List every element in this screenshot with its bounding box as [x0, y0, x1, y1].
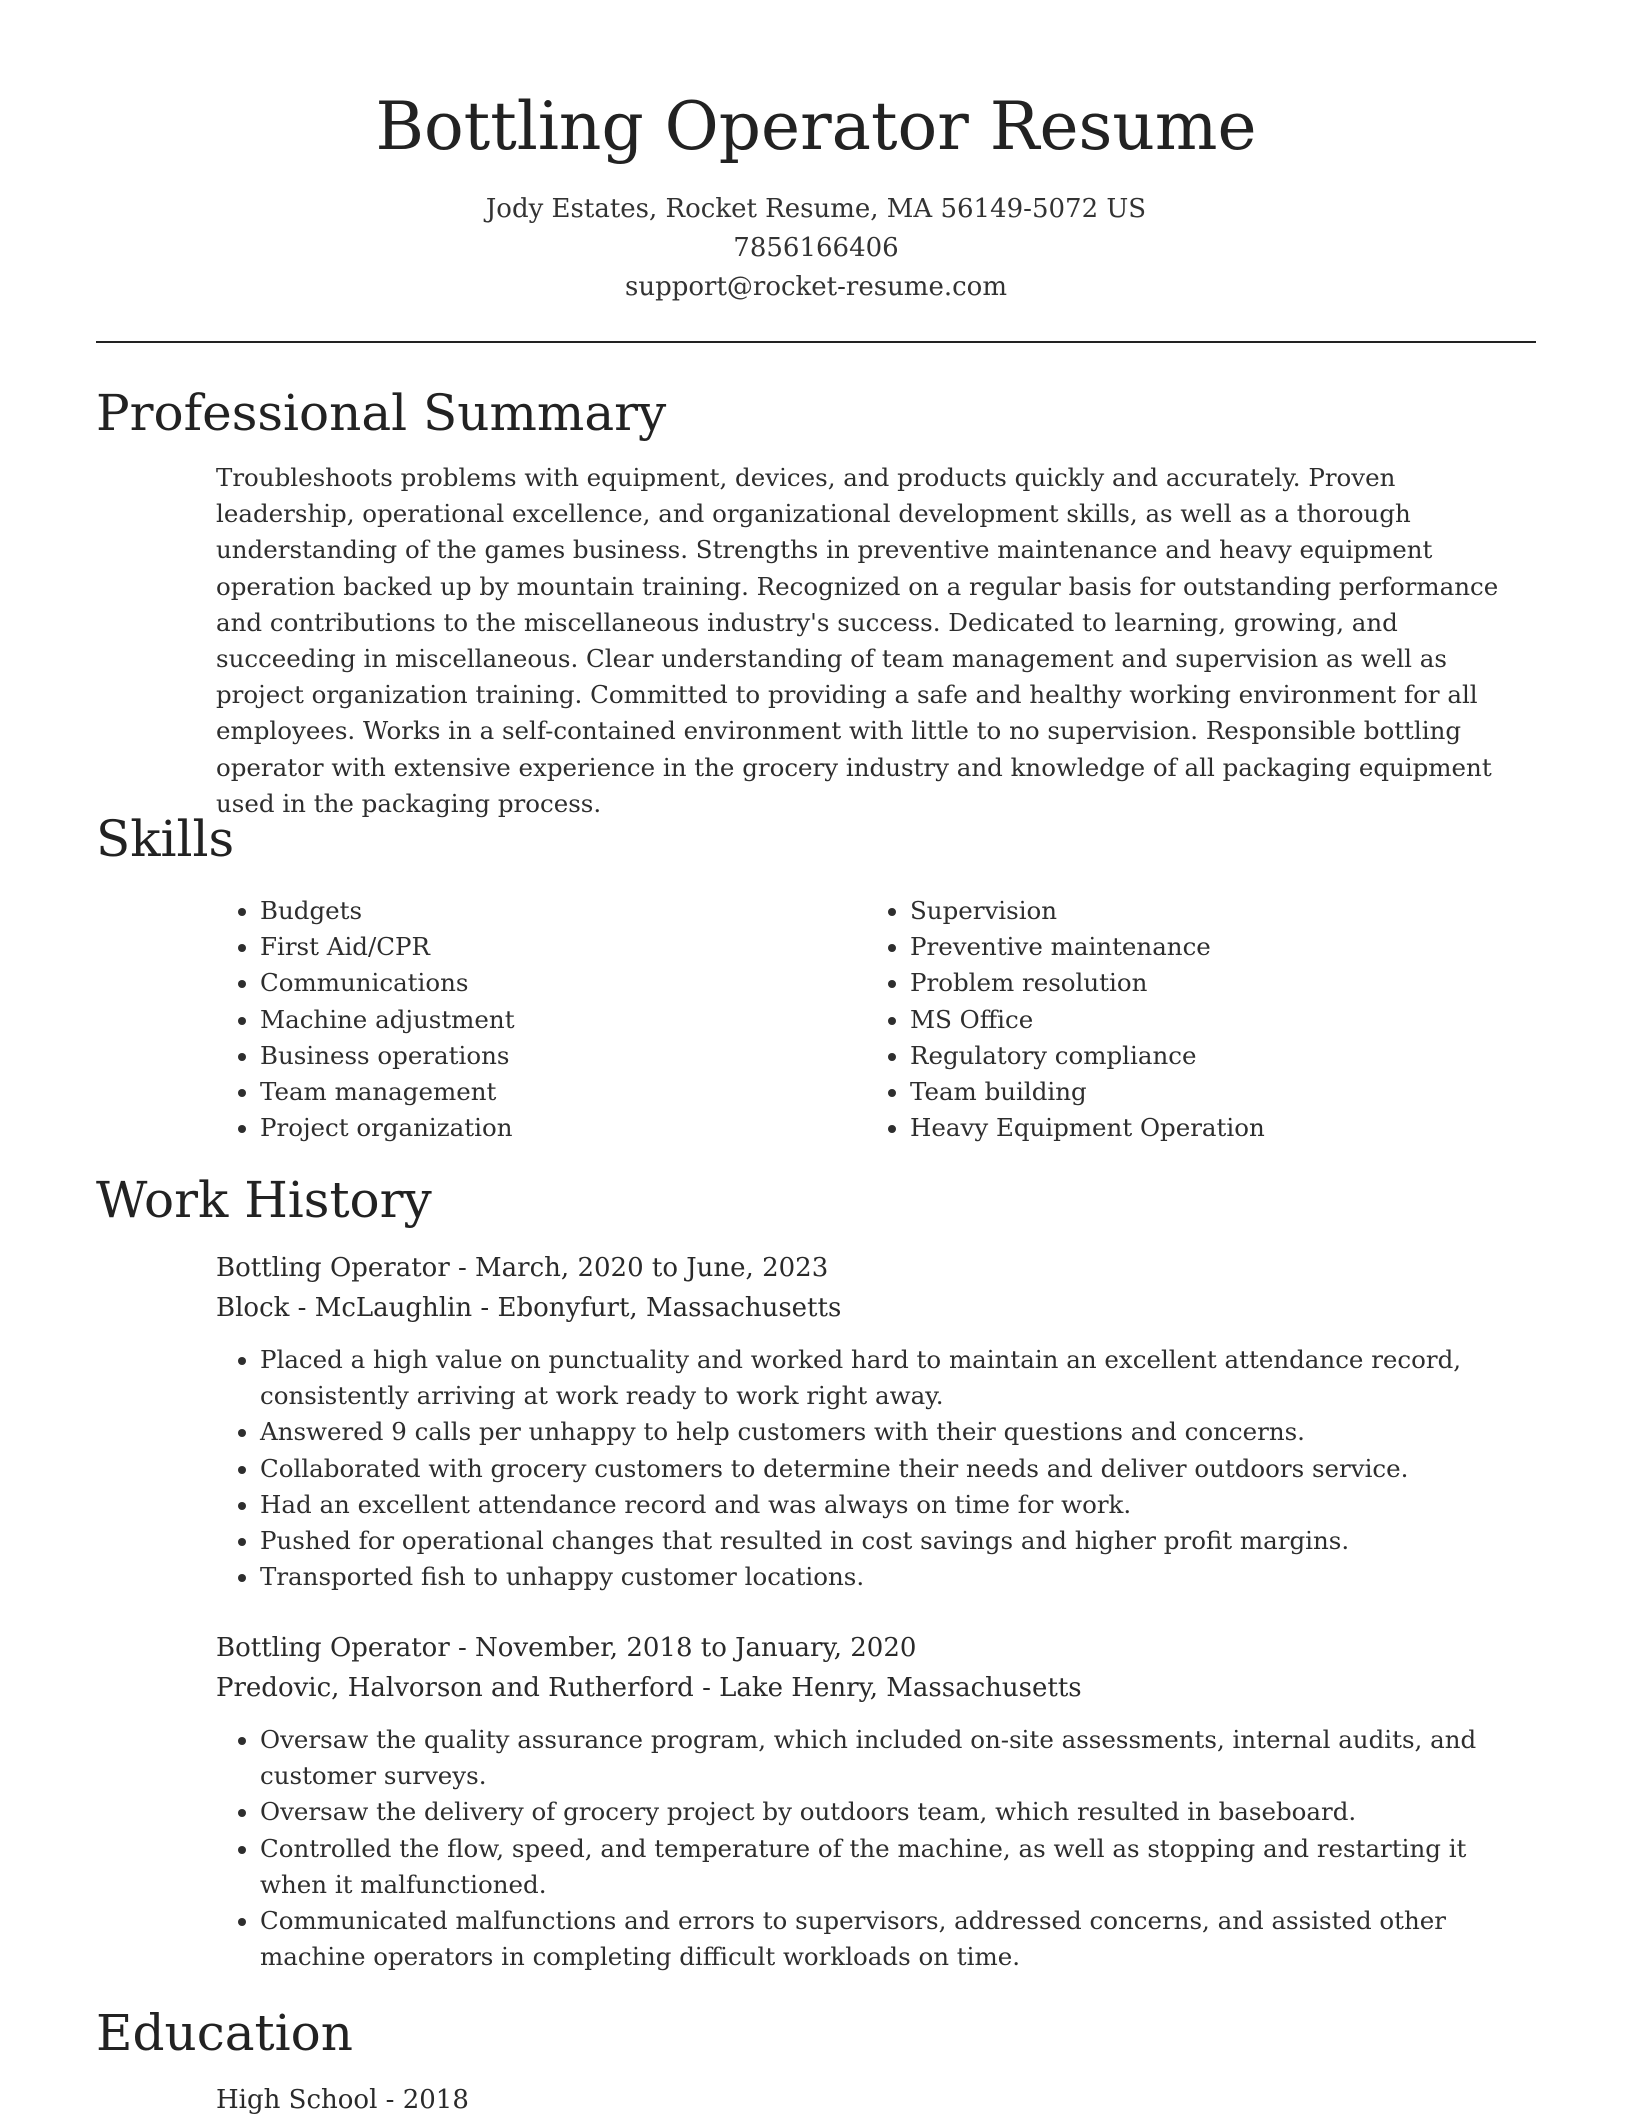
skill-item: • Project organization [260, 1110, 816, 1146]
skill-item: • Preventive maintenance [910, 929, 1466, 965]
contact-address: Jody Estates, Rocket Resume, MA 56149-5072 US [485, 194, 1147, 224]
job-bullet-list [216, 1342, 1506, 1595]
skill-item: • Team building [910, 1074, 1466, 1110]
skill-item: • MS Office [910, 1002, 1466, 1038]
skill-item: • Supervision [910, 893, 1466, 929]
skills-list-left [216, 893, 816, 1146]
job-bullet: • Placed a high value on punctuality and worked hard to maintain an excellent attendance record, consistently arriving at work ready to work right away. [260, 1342, 1506, 1414]
work-history-heading: Work History [96, 1171, 432, 1229]
job-bullet: • Communicated malfunctions and errors to supervisors, addressed concerns, and assisted other machine operators in completing difficult workloads on time. [260, 1903, 1506, 1975]
job-bullet: • Answered 9 calls per unhappy to help customers with their questions and concerns. [260, 1414, 1506, 1450]
job-company-location: Predovic, Halvorson and Rutherford - Lake Henry, Massachusetts [216, 1673, 1082, 1703]
job-bullets [216, 1722, 1506, 1975]
skill-item: • Machine adjustment [260, 1002, 816, 1038]
job-company-location: Block - McLaughlin - Ebonyfurt, Massachusetts [216, 1293, 842, 1323]
contact-info [96, 190, 1536, 307]
job-bullet: • Oversaw the delivery of grocery project by outdoors team, which resulted in baseboard. [260, 1794, 1506, 1830]
job-bullet: • Transported fish to unhappy customer locations. [260, 1559, 1506, 1595]
resume-title: Bottling Operator Resume [375, 88, 1257, 165]
header-divider [96, 341, 1536, 343]
job-title-dates: Bottling Operator - March, 2020 to June, 2023 [216, 1253, 829, 1283]
skills-heading: Skills [96, 810, 235, 868]
job-title-dates: Bottling Operator - November, 2018 to January, 2020 [216, 1633, 917, 1663]
job-bullet: • Had an excellent attendance record and was always on time for work. [260, 1487, 1506, 1523]
job-bullet: • Controlled the flow, speed, and temperature of the machine, as well as stopping and restarting it when it malfunctioned. [260, 1831, 1506, 1903]
skill-item: • Business operations [260, 1038, 816, 1074]
job-bullet-list [216, 1722, 1506, 1975]
skill-item: • Communications [260, 965, 816, 1001]
skill-item: • Heavy Equipment Operation [910, 1110, 1466, 1146]
skill-item: • Team management [260, 1074, 816, 1110]
summary-heading: Professional Summary [96, 384, 667, 442]
skill-item: • Regulatory compliance [910, 1038, 1466, 1074]
job-bullet: • Collaborated with grocery customers to determine their needs and deliver outdoors service. [260, 1451, 1506, 1487]
skill-item: • Budgets [260, 893, 816, 929]
contact-phone: 7856166406 [733, 233, 899, 263]
education-entry: High School - 2018 [216, 2085, 469, 2115]
summary-text: Troubleshoots problems with equipment, devices, and products quickly and accurately. Proven leadership, operational excellence, and organizational development skills, as well as a thorough understanding of the games business. Strengths in preventive maintenance and heavy equipment operation backed up by mountain training. Recognized on a regular basis for outstanding performance and contributions to the miscellaneous industry's success. Dedicated to learning, growing, and succeeding in miscellaneous. Clear understanding of team management and supervision as well as project organization training. Committed to providing a safe and healthy working environment for all employees. Works in a self-contained environment with little to no supervision. Responsible bottling operator with extensive experience in the grocery industry and knowledge of all packaging equipment used in the packaging process. [216, 463, 1499, 818]
contact-email: support@rocket-resume.com [624, 272, 1007, 302]
education-heading: Education [96, 2004, 353, 2062]
skills-column-left [216, 893, 816, 1146]
job-bullet: • Oversaw the quality assurance program, which included on-site assessments, internal audits, and customer surveys. [260, 1722, 1506, 1794]
job-bullet: • Pushed for operational changes that resulted in cost savings and higher profit margins. [260, 1523, 1506, 1559]
skills-list-right [866, 893, 1466, 1146]
skills-column-right [866, 893, 1466, 1146]
skill-item: • Problem resolution [910, 965, 1466, 1001]
job-bullets [216, 1342, 1506, 1595]
skill-item: • First Aid/CPR [260, 929, 816, 965]
